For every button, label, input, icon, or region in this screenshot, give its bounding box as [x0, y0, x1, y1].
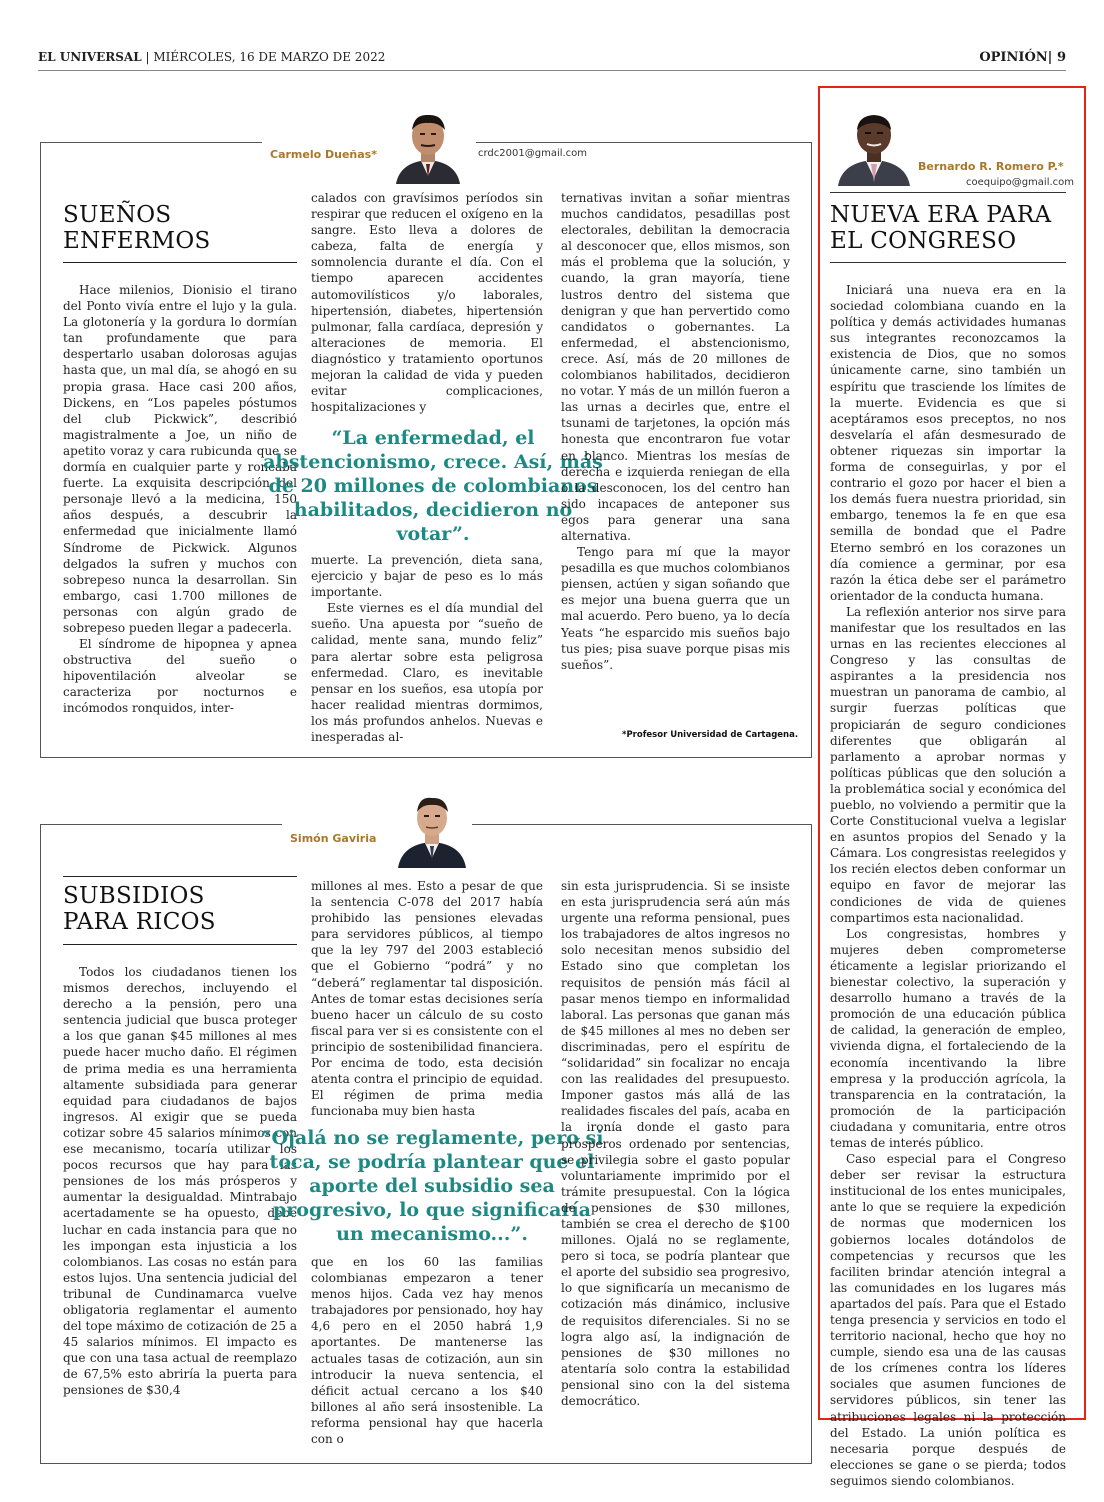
article1-column-2-bottom: [311, 552, 543, 744]
article1-author: Carmelo Dueñas*: [270, 148, 377, 161]
article3-para-1: Iniciará una nueva era en la sociedad colombiana cuando en la política y demás actividades humanas sus integrantes reconozcamos la existencia de Dios, que no somos únicamente carne, sino también un espíritu que trasciende los límites de la muerte. Evidencia es que si aceptáramos esos preceptos, no nos desvelaría el afán desmesurado de obtener riquezas sin importar la forma de conseguirlas, y por el contrario el gozo por hacer el bien a los demás fuera nuestra prioridad, sin embargo, tenemos la fe en que esa semilla de bondad que el Padre Eterno sembró en los corazones un día comience a germinar, por esa razón la ética debe ser el parámetro orientador de la conducta humana.: [830, 283, 1066, 603]
article3-para-4: Caso especial para el Congreso deber ser revisar la estructura institucional de los entes municipales, ante lo que se requiere la expedición de normas que modernicen los gobiernos locales dotándolos de competencias y recursos que les faciliten brindar atención integral a las comunidades en los lugares más apartados del país. Para que el Estado tenga presencia y servicios en todo el territorio nacional, hecho que hoy no cumple, siendo esa una de las causas de los crímenes contra los líderes sociales que asumen funciones de servidores públicos, sin tener las atribuciones legales ni la protección del Estado. La unión política es necesaria porque después de elecciones se gane o se pierda; todos seguimos siendo colombianos.: [830, 1152, 1066, 1488]
article1-title-line2: ENFERMOS: [63, 228, 211, 254]
newspaper-name: EL UNIVERSAL: [38, 50, 142, 64]
article1-email: crdc2001@gmail.com: [478, 148, 588, 159]
article3-para-3: Los congresistas, hombres y mujeres deben comprometerse éticamente a legislar priorizando el bienestar colectivo, la superación y desarrollo humano a través de la promoción de una educación pública de calidad, la generación de empleo, vivienda digna, el fortaleciendo de la economía incentivando la libre empresa y la producción agrícola, la transparencia en la contratación, la promoción de la participación ciudadana y comunitaria, entre otros temas de interés público.: [830, 926, 1066, 1150]
article2-col3-para-1: sin esta jurisprudencia. Si se insiste en esta jurisprudencia será aún más urgente una reforma pensional, pues los trabajadores de altos ingresos no solo necesitan menos subsidio del Estado sino que completan los requisitos de pensión más fácil al pasar menos tiempo en informalidad laboral. Las personas que ganan más de $45 millones al mes no deben ser discriminadas, pero el espíritu de “solidaridad” sin focalizar no encaja con las realidades del presupuesto. Imponer gastos más allá de las realidades fiscales del país, acaba en la ironía donde el gasto para prósperos ordenado por sentencias, se privilegia sobre el gasto popular voluntariamente imprimido por el trámite presupuestal. Con la lógica de pensiones de $30 millones, también se crea el derecho de $100 millones. Ojalá no se reglamente, pero si toca, se podría plantear que el aporte del subsidio sea progresivo, lo que significaría un mecanismo de cotización más dinámico, inclusive de requisitos diferenciales. Si no se logra algo así, la indignación de pensiones de $30 millones no atentaría solo contra la estabilidad pensional sino con la del sistema democrático.: [561, 879, 790, 1408]
article1-title-rule: [63, 262, 297, 263]
article2-pullquote: “Ojalá no se reglamente, pero si toca, se podría plantear que el aporte del subsidio sea progresivo, lo que significaría un mecanismo...”.: [260, 1127, 604, 1245]
header-separator: |: [145, 50, 150, 64]
article1-footnote: *Profesor Universidad de Cartagena.: [622, 730, 799, 740]
article2-col1-para-1: Todos los ciudadanos tienen los mismos derechos, incluyendo el derecho a la pensión, pero una sentencia judicial que busca proteger a los que ganan $45 millones al mes puede hacer mucho daño. El régimen de prima media es una herramienta altamente subsidiada para generar equidad para ciudadanos de bajos ingresos. Al exigir que se pueda cotizar sobre 45 salarios mínimos con ese mecanismo, tocaría utilizar los pocos recursos que hay para las pensiones de los más prósperos y aumentar la desigualdad. Mintrabajo acertadamente se ha opuesto, debe luchar en cada instancia para que no les impongan esta injusticia a los colombianos. Las cosas no están para estos lujos. Una sentencia judicial del tribunal de Cundinamarca vuelve obligatoria reglamentar el aumento del tope máximo de cotización de 25 a 45 salarios mínimos. El impacto es que con una tasa actual de reemplazo de 67,5% esto abriría la puerta para pensiones de $30,4: [63, 965, 297, 1398]
header-rule: [38, 70, 1066, 71]
author-photo-carmelo: [388, 104, 468, 184]
article1-pullquote: “La enfermedad, el abstencionismo, crece. Así, más de 20 millones de colombianos habilitados, decidieron no votar”.: [263, 427, 603, 545]
article1-col3-para-2: Tengo para mí que la mayor pesadilla es que muchos colombianos piensen, actúen y sigan soñando que es mejor una buena guerra que un mal acuerdo. Pero bueno, ya lo decía Yeats “he esparcido mis sueños bajo tus pies; pisa suave porque pisas mis sueños”.: [561, 545, 790, 672]
article1-col1-para-2: El síndrome de hipopnea y apnea obstructiva del sueño o hipoventilación alveolar se caracteriza por nocturnos e incómodos ronquidos, inter-: [63, 637, 297, 716]
article3-title-line1: NUEVA ERA PARA: [830, 202, 1052, 228]
author-photo-bernardo: [836, 104, 912, 186]
article2-title-rule: [63, 944, 297, 945]
article3-email: coequipo@gmail.com: [966, 177, 1075, 188]
article1-col2-para-3: Este viernes es el día mundial del sueño. Una apuesta por “sueño de calidad, mente sana, mundo feliz” para alertar sobre esta peligrosa enfermedad. Claro, es inevitable pensar en los sueños, esa utopía por hacer realidad mientras dormimos, los más profundos anhelos. Nuevas e inesperadas al-: [311, 601, 543, 745]
issue-date: MIÉRCOLES, 16 DE MARZO DE 2022: [153, 50, 386, 64]
article3-body: [830, 282, 1066, 1488]
article2-title-line2: PARA RICOS: [63, 909, 216, 935]
article2-title-rule-top: [63, 876, 297, 877]
page-number: 9: [1056, 50, 1066, 65]
article2-col2-para-2: que en los 60 las familias colombianas empezaron a tener menos hijos. Cada vez hay menos trabajadores por pensionado, hoy hay 4,6 pero en el 2050 habrá 1,9 aportantes. De mantenerse las actuales tasas de cotización, aun sin introducir la nueva sentencia, el déficit actual cercano a los $40 billones al año será insostenible. La reforma pensional hay que hacerla con o: [311, 1255, 543, 1447]
article2-column-2-top: [311, 878, 543, 1119]
article1-col2-para-2: muerte. La prevención, dieta sana, ejercicio y bajar de peso es lo más importante.: [311, 553, 543, 600]
page-header-left: [38, 50, 385, 64]
article1-title-line1: SUEÑOS: [63, 202, 172, 228]
article1-col2-para-1: calados con gravísimos períodos sin respirar que reducen el oxígeno en la sangre. Esto lleva a dolores de cabeza, falta de energía y somnolencia durante el día. Con el tiempo aparecen accidentes automovilísticos y/o laborales, hipertensión, diabetes, hipertensión pulmonar, falla cardíaca, depresión y alteraciones de memoria. El diagnóstico y tratamiento oportunos mejoran la calidad de vida y pueden evitar complicaciones, hospitalizaciones y: [311, 191, 543, 415]
article1-column-2-top: [311, 190, 543, 415]
article1-column-3: [561, 190, 790, 724]
article1-col1-para-1: Hace milenios, Dionisio el tirano del Ponto vivía entre el lujo y la gula. La glotonería y la gordura lo dormían tan profundamente que para despertarlo usaban dolorosas agujas hasta que, un mal día, se ahogó en su propia grasa. Hace casi 200 años, Dickens, en “Los papeles póstumos del club Pickwick”, describió magistralmente a Joe, un niño de apetito voraz y cara rubicunda que se dormía en cualquier parte y roncaba fuerte. La exquisita descripción del personaje llevó a la medicina, 150 años después, a descubrir la enfermedad que inicialmente llamó Síndrome de Pickwick. Algunos delgados la sufren y muchos con sobrepeso nunca la desarrollan. Sin embargo, casi 1.700 millones de personas con algún grado de sobrepeso pueden llegar a padecerla.: [63, 283, 297, 635]
article2-column-3: [561, 878, 790, 1410]
article2-col2-para-1: millones al mes. Esto a pesar de que la sentencia C-078 del 2017 había prohibido las pensiones elevadas para servidores públicos, al tiempo que la ley 797 del 2003 estableció que el Gobierno “podrá” y no “deberá” reglamentar tal disposición. Antes de tomar estas decisiones sería bueno hacer un cálculo de su costo fiscal para ver si es consistente con el principio de sostenibilidad financiera. Por encima de todo, esta decisión atenta contra el principio de equidad. El régimen de prima media funcionaba muy bien hasta: [311, 879, 543, 1119]
article3-para-2: La reflexión anterior nos sirve para manifestar que los resultados en las urnas en las recientes elecciones al Congreso y las consultas de aspirantes a la presidencia nos muestran un panorama de cambio, al surgir fuerzas políticas que propiciarán de seguro condiciones diferentes que obligarán al parlamento a aprobar normas y políticas públicas que den solución a la problemática social y económica del pueblo, no volviendo a permitir que la Corte Constitucional vuelva a legislar en asuntos propios del Senado y la Cámara. Los congresistas reelegidos y los recién electos deben conformar un equipo en favor de mejorar las condiciones de vida de quienes compartimos esta nacionalidad.: [830, 604, 1066, 925]
article3-rule-top: [830, 192, 1066, 193]
article2-author: Simón Gaviria: [290, 832, 377, 845]
page-header-right: [979, 50, 1066, 65]
section-name: OPINIÓN|: [979, 50, 1053, 65]
article3-author: Bernardo R. Romero P.*: [918, 160, 1064, 173]
article1-col3-para-1: ternativas invitan a soñar mientras muchos candidatos, pesadillas post electorales, debilitan la democracia al desconocer que, ellos mismos, son más el problema que la solución, y cuando, la gran mayoría, tiene lustros dentro del sistema que denigran y que han pervertido como candidatos o gobernantes. La enfermedad, el abstencionismo, crece. Así, más de 20 millones de colombianos habilitados, decidieron no votar. Y más de un millón fueron a las urnas a decirles que, entre el tsunami de tarjetones, la opción más honesta que encontraron fue votar en blanco. Mientras los mesías de derecha e izquierda reniegan de ella o la desconocen, los del centro han sido incapaces de anteponer sus egos para generar una sana alternativa.: [561, 191, 790, 543]
article3-title-rule: [830, 262, 1066, 263]
article3-title-line2: EL CONGRESO: [830, 228, 1017, 254]
article2-column-2-bottom: [311, 1254, 543, 1447]
author-photo-simon: [392, 788, 472, 868]
article2-title-line1: SUBSIDIOS: [63, 883, 205, 909]
